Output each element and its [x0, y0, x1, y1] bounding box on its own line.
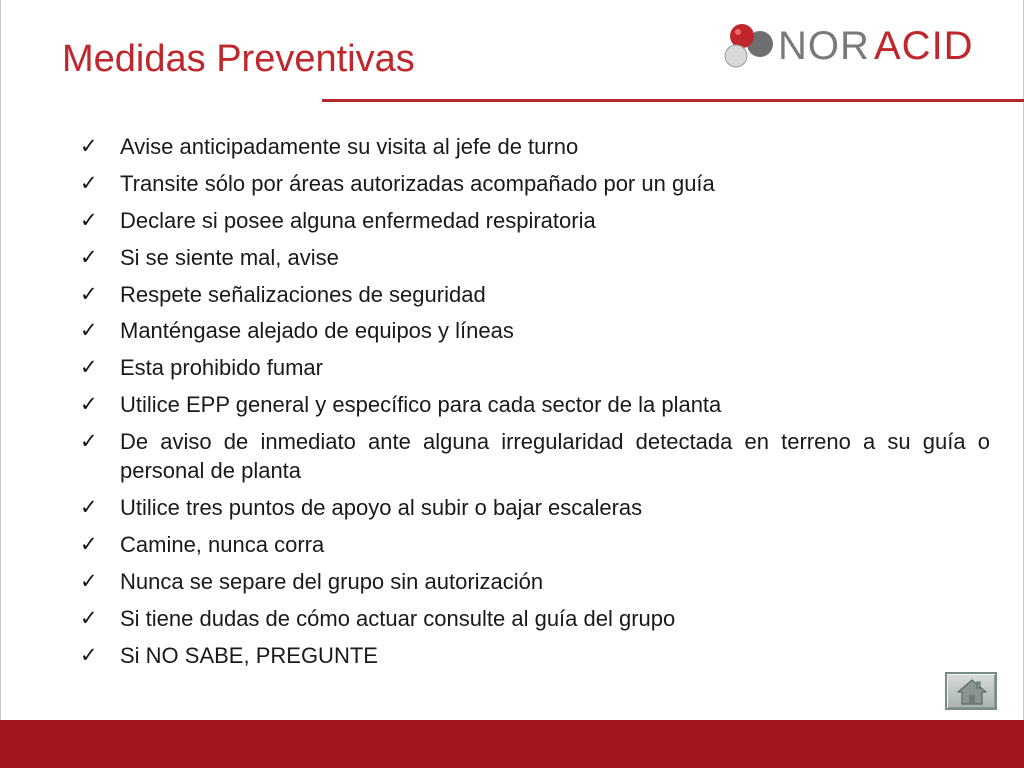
- list-item: [80, 567, 990, 596]
- list-item: [80, 390, 990, 419]
- noracid-logo: [722, 20, 984, 76]
- molecule-icon: [722, 22, 778, 72]
- list-item: [80, 427, 990, 485]
- list-item: [80, 316, 990, 345]
- logo-text-nor: NOR: [778, 24, 870, 68]
- check-icon: ✓: [80, 495, 98, 520]
- list-item: [80, 206, 990, 235]
- check-icon: ✓: [80, 531, 98, 556]
- list-item: [80, 493, 990, 522]
- list-item-text: Manténgase alejado de equipos y líneas: [120, 318, 514, 344]
- list-item: [80, 353, 990, 382]
- list-item-text: Declare si posee alguna enfermedad respiratoria: [120, 207, 596, 233]
- logo-text-acid: ACID: [874, 24, 974, 68]
- list-item: [80, 169, 990, 198]
- footer-bar: [0, 720, 1024, 768]
- check-icon: ✓: [80, 429, 98, 454]
- list-item-text: Si tiene dudas de cómo actuar consulte al guía del grupo: [120, 605, 676, 631]
- list-item-text: Respete señalizaciones de seguridad: [120, 281, 486, 307]
- title-divider: [322, 99, 1024, 102]
- check-icon: ✓: [80, 134, 98, 158]
- list-item: [80, 132, 990, 161]
- list-item-text: Utilice tres puntos de apoyo al subir o bajar escaleras: [120, 495, 643, 521]
- list-item-text: Transite sólo por áreas autorizadas acompañado por un guía: [120, 170, 715, 196]
- slide-border-left: [0, 0, 1, 720]
- check-icon: ✓: [80, 281, 98, 306]
- check-icon: ✓: [80, 568, 98, 593]
- list-item-text: Nunca se separe del grupo sin autorización: [120, 568, 544, 594]
- check-icon: ✓: [80, 392, 98, 417]
- home-icon: [957, 678, 987, 706]
- list-item-text: Esta prohibido fumar: [120, 355, 323, 381]
- list-item-text: Si se siente mal, avise: [120, 244, 339, 270]
- list-item: [80, 604, 990, 633]
- check-icon: ✓: [80, 207, 98, 232]
- list-item-text: Avise anticipadamente su visita al jefe de turno: [120, 134, 579, 159]
- check-icon: ✓: [80, 170, 98, 195]
- list-item: [80, 243, 990, 272]
- list-item-text: De aviso de inmediato ante alguna irregularidad detectada en terreno a su guía o personal de planta: [120, 429, 990, 484]
- list-item: [80, 641, 990, 670]
- check-icon: ✓: [80, 318, 98, 343]
- page-title: Medidas Preventivas: [62, 38, 415, 80]
- check-icon: ✓: [80, 642, 98, 667]
- home-button[interactable]: [945, 672, 997, 710]
- bullet-list: [80, 132, 990, 677]
- list-item-text: Camine, nunca corra: [120, 531, 325, 557]
- list-item-text: Utilice EPP general y específico para cada sector de la planta: [120, 392, 722, 418]
- check-icon: ✓: [80, 355, 98, 380]
- list-item: [80, 530, 990, 559]
- check-icon: ✓: [80, 605, 98, 630]
- list-item: [80, 280, 990, 309]
- list-item-text: Si NO SABE, PREGUNTE: [120, 642, 378, 668]
- check-icon: ✓: [80, 244, 98, 269]
